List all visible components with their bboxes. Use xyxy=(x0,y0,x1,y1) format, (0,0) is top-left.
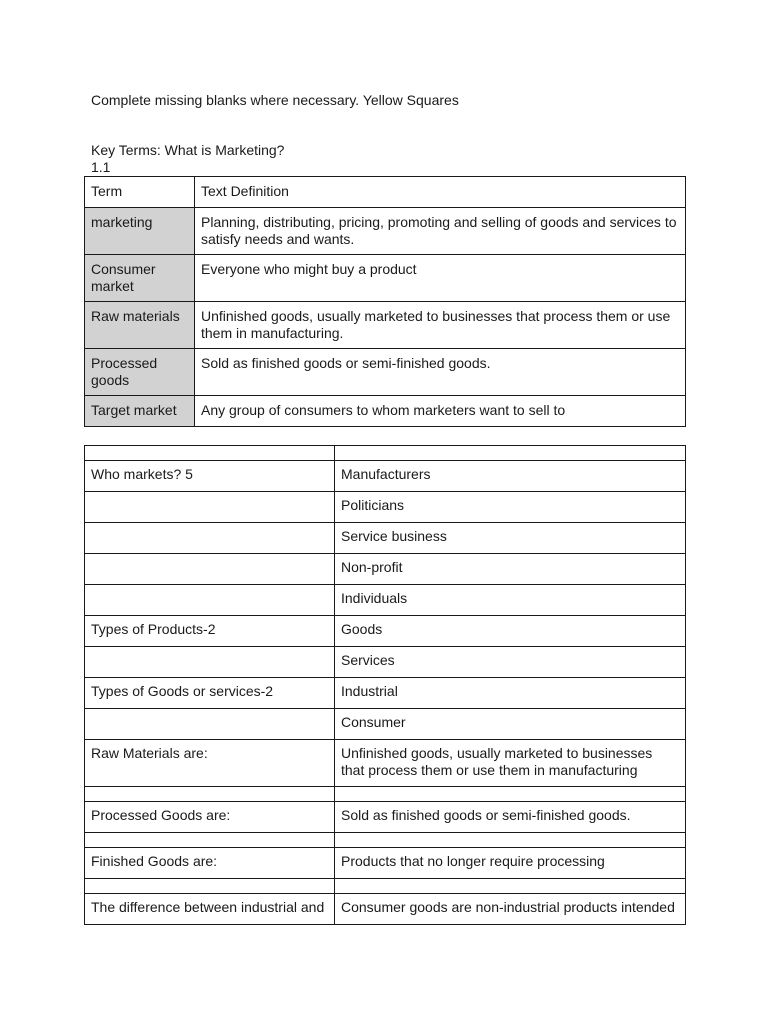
value-cell[interactable] xyxy=(335,446,686,461)
term-cell[interactable]: Raw materials xyxy=(85,302,195,349)
facts-row xyxy=(85,802,686,833)
label-cell[interactable] xyxy=(85,647,335,678)
label-cell[interactable] xyxy=(85,787,335,802)
term-cell[interactable]: marketing xyxy=(85,208,195,255)
label-cell[interactable] xyxy=(85,523,335,554)
value-cell[interactable] xyxy=(335,879,686,894)
value-cell[interactable]: Manufacturers xyxy=(335,461,686,492)
definition-cell[interactable]: Everyone who might buy a product xyxy=(195,255,686,302)
value-cell[interactable]: Unfinished goods, usually marketed to businesses that process them or use them in manufacturing xyxy=(335,740,686,787)
value-cell[interactable]: Service business xyxy=(335,523,686,554)
label-cell[interactable]: The difference between industrial and xyxy=(85,894,335,925)
value-cell[interactable]: Politicians xyxy=(335,492,686,523)
value-cell[interactable]: Sold as finished goods or semi-finished goods. xyxy=(335,802,686,833)
facts-spacer-row xyxy=(85,787,686,802)
definition-cell[interactable]: Planning, distributing, pricing, promoting and selling of goods and services to satisfy needs and wants. xyxy=(195,208,686,255)
term-cell[interactable]: Target market xyxy=(85,396,195,427)
label-cell[interactable] xyxy=(85,554,335,585)
facts-row xyxy=(85,848,686,879)
key-term-row xyxy=(85,208,686,255)
header-definition: Text Definition xyxy=(195,177,686,208)
definition-cell[interactable]: Any group of consumers to whom marketers want to sell to xyxy=(195,396,686,427)
facts-row xyxy=(85,894,686,925)
facts-row xyxy=(85,523,686,554)
facts-row xyxy=(85,678,686,709)
label-cell[interactable] xyxy=(85,833,335,848)
facts-spacer-row xyxy=(85,833,686,848)
value-cell[interactable]: Non-profit xyxy=(335,554,686,585)
section-number: 1.1 xyxy=(91,159,111,175)
value-cell[interactable]: Goods xyxy=(335,616,686,647)
key-term-row xyxy=(85,255,686,302)
label-cell[interactable]: Types of Goods or services-2 xyxy=(85,678,335,709)
value-cell[interactable]: Individuals xyxy=(335,585,686,616)
value-cell[interactable]: Industrial xyxy=(335,678,686,709)
label-cell[interactable]: Types of Products-2 xyxy=(85,616,335,647)
value-cell[interactable]: Products that no longer require processing xyxy=(335,848,686,879)
value-cell[interactable]: Services xyxy=(335,647,686,678)
facts-row xyxy=(85,709,686,740)
facts-spacer-row xyxy=(85,879,686,894)
facts-row xyxy=(85,554,686,585)
label-cell[interactable] xyxy=(85,709,335,740)
label-cell[interactable]: Processed Goods are: xyxy=(85,802,335,833)
term-cell[interactable]: Processed goods xyxy=(85,349,195,396)
value-cell[interactable]: Consumer goods are non-industrial products intended xyxy=(335,894,686,925)
term-cell[interactable]: Consumer market xyxy=(85,255,195,302)
facts-row xyxy=(85,492,686,523)
label-cell[interactable]: Finished Goods are: xyxy=(85,848,335,879)
facts-spacer-row xyxy=(85,446,686,461)
instruction-text: Complete missing blanks where necessary. Yellow Squares xyxy=(91,92,459,108)
key-terms-table xyxy=(84,176,686,427)
value-cell[interactable] xyxy=(335,833,686,848)
key-terms-header-row xyxy=(85,177,686,208)
facts-table xyxy=(84,445,686,925)
header-term: Term xyxy=(85,177,195,208)
section-title: Key Terms: What is Marketing? xyxy=(91,142,285,158)
label-cell[interactable]: Raw Materials are: xyxy=(85,740,335,787)
facts-row xyxy=(85,616,686,647)
label-cell[interactable] xyxy=(85,446,335,461)
value-cell[interactable] xyxy=(335,787,686,802)
definition-cell[interactable]: Sold as finished goods or semi-finished goods. xyxy=(195,349,686,396)
key-term-row xyxy=(85,349,686,396)
key-term-row xyxy=(85,302,686,349)
label-cell[interactable] xyxy=(85,879,335,894)
facts-row xyxy=(85,461,686,492)
label-cell[interactable] xyxy=(85,585,335,616)
facts-row xyxy=(85,647,686,678)
value-cell[interactable]: Consumer xyxy=(335,709,686,740)
facts-row xyxy=(85,585,686,616)
label-cell[interactable] xyxy=(85,492,335,523)
label-cell[interactable]: Who markets? 5 xyxy=(85,461,335,492)
definition-cell[interactable]: Unfinished goods, usually marketed to businesses that process them or use them in manufacturing. xyxy=(195,302,686,349)
facts-row xyxy=(85,740,686,787)
key-term-row xyxy=(85,396,686,427)
